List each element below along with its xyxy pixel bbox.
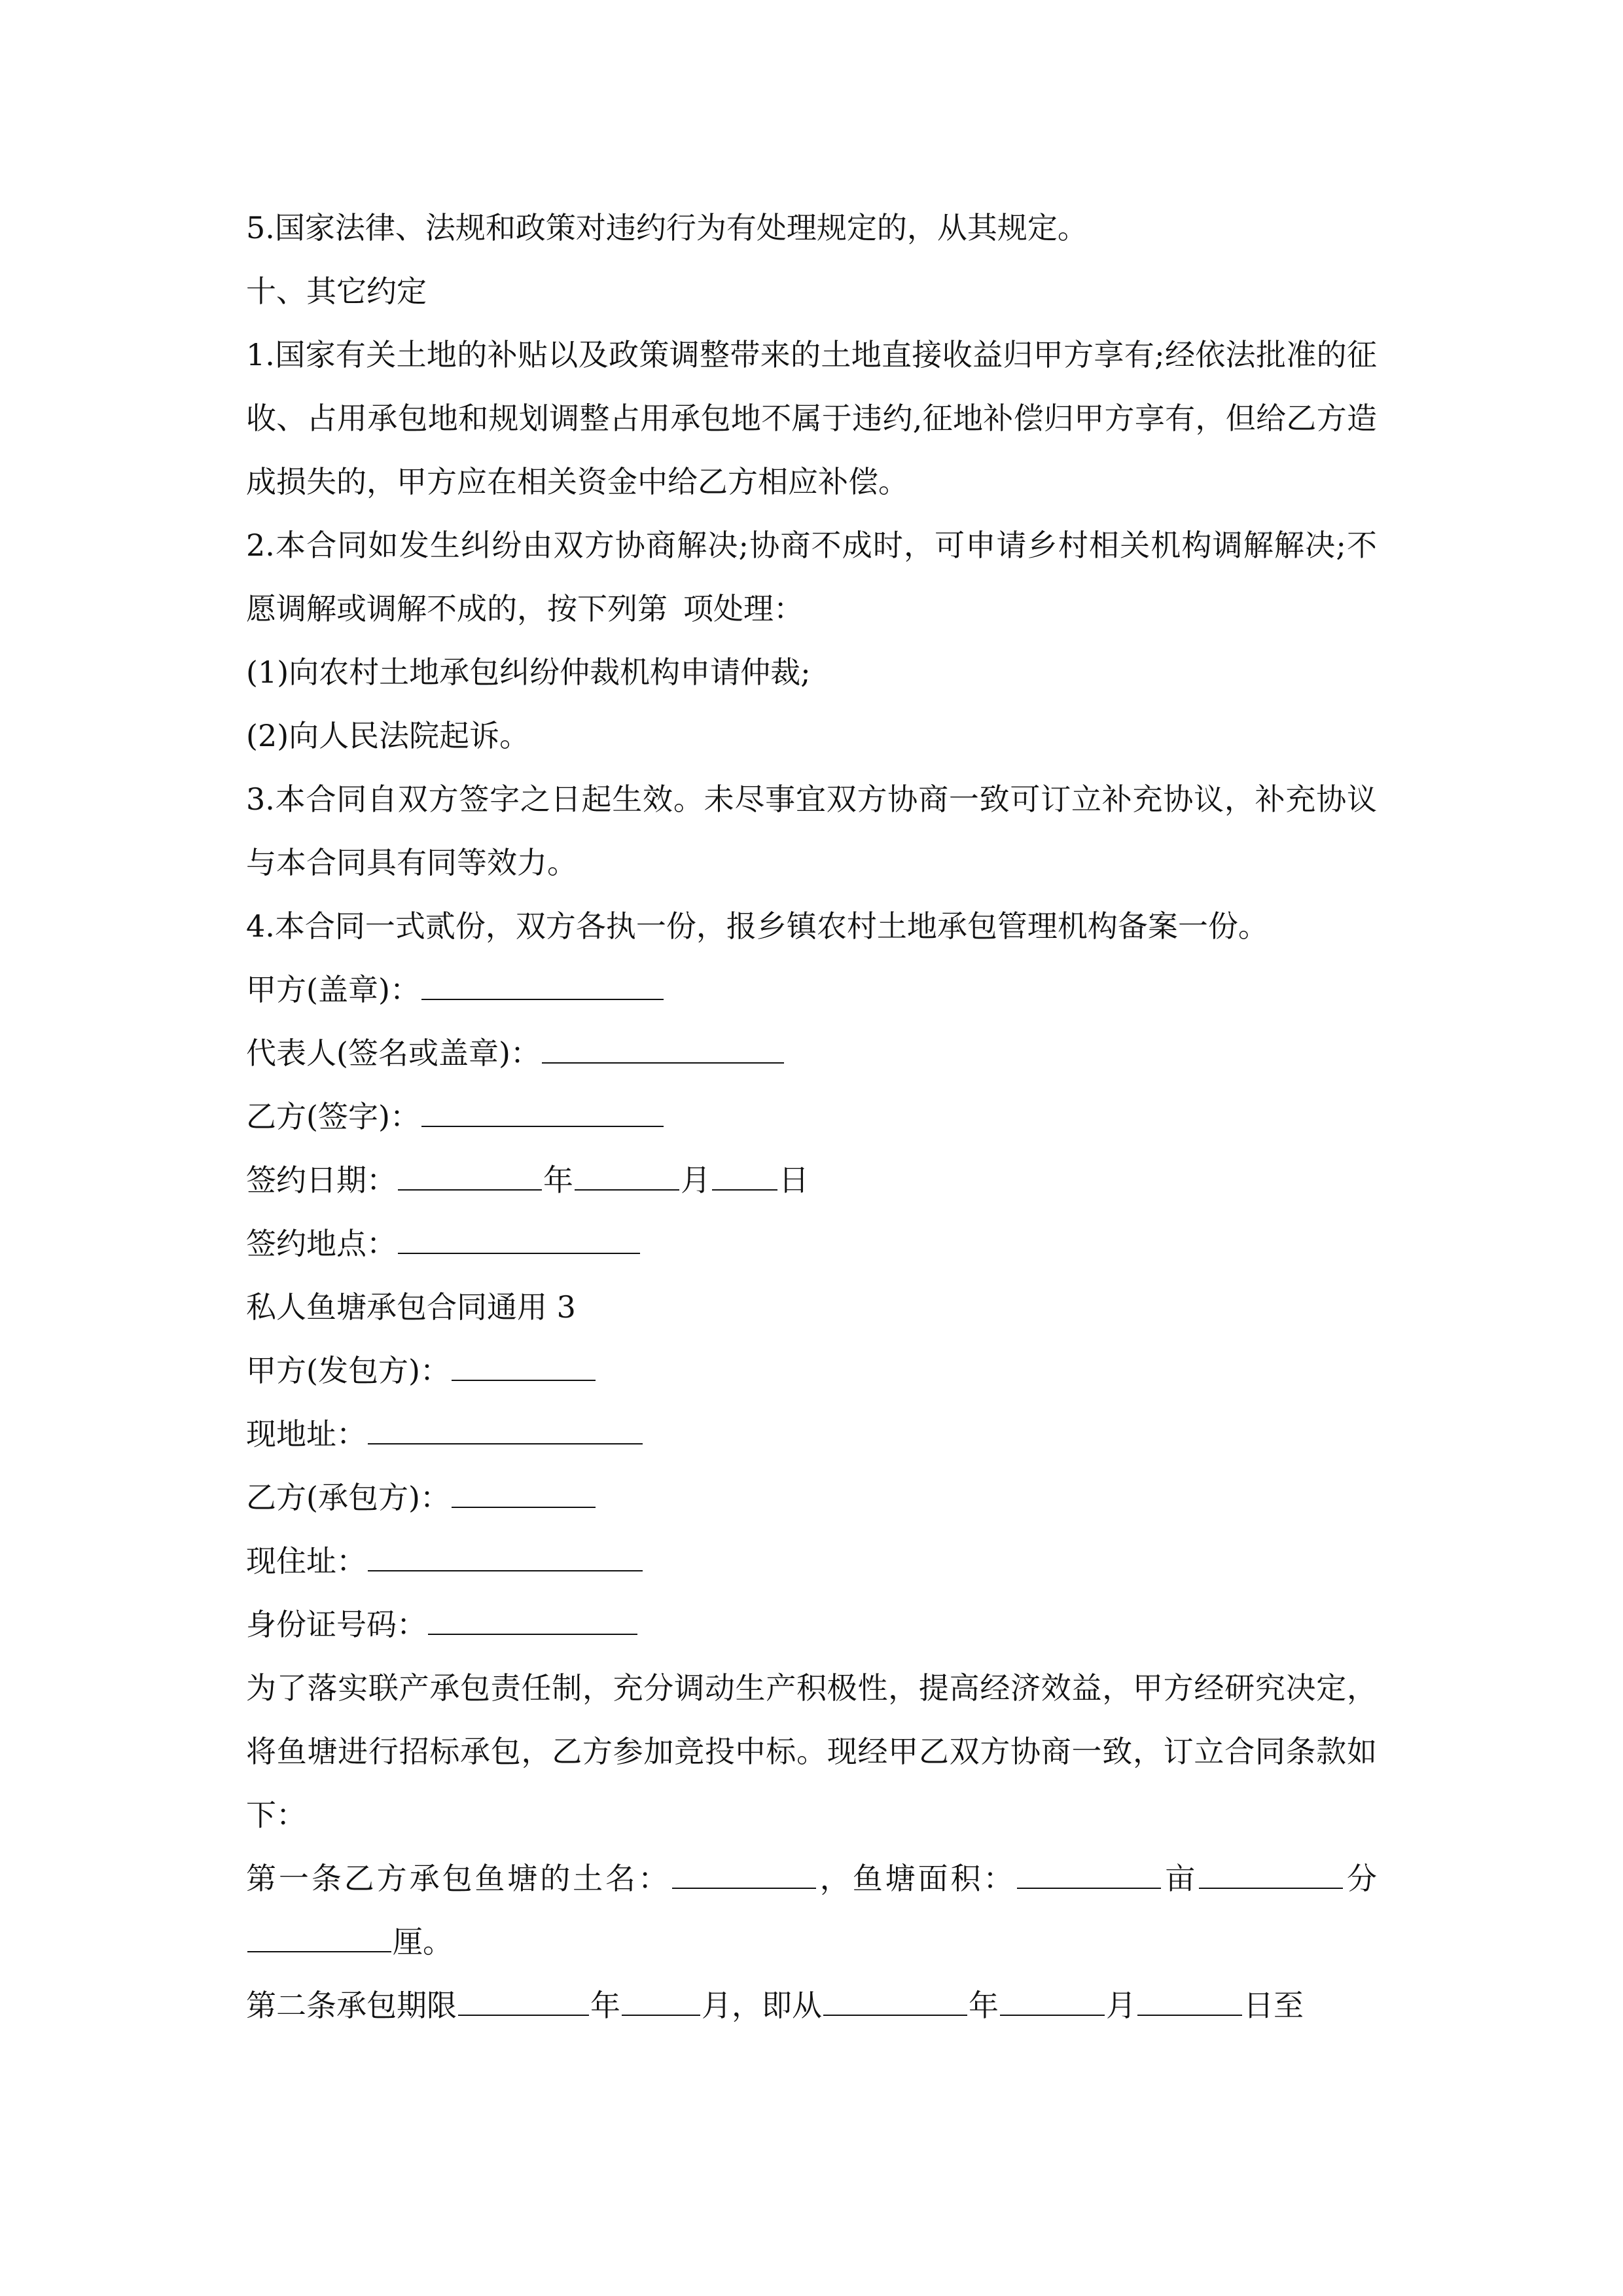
party-b-blank[interactable]	[452, 1480, 596, 1508]
term-month-label: 月，即从	[702, 1988, 822, 2023]
section-10-heading: 十、其它约定	[246, 274, 427, 309]
area-li-blank[interactable]	[247, 1925, 391, 1952]
representative-line	[246, 1022, 1377, 1085]
party-b-line	[246, 1466, 1377, 1530]
representative-label: 代表人(签名或盖章)：	[246, 1035, 541, 1071]
start-day-label: 日至	[1243, 1988, 1304, 2023]
dispute-option-2: (2)向人民法院起诉。	[246, 718, 530, 753]
area-mu-blank[interactable]	[1017, 1861, 1161, 1889]
id-number-blank[interactable]	[428, 1607, 637, 1635]
other-clause-2-tail: 项处理：	[683, 591, 804, 626]
party-b-sign-label: 乙方(签字)：	[246, 1099, 420, 1134]
document-body	[246, 196, 1377, 2037]
party-a-seal-blank[interactable]	[421, 973, 664, 1000]
article-2-label: 第二条承包期限	[246, 1988, 457, 2023]
start-month-blank[interactable]	[1000, 1988, 1105, 2016]
representative-blank[interactable]	[542, 1036, 784, 1064]
address-a-blank[interactable]	[368, 1417, 643, 1444]
sign-date-label: 签约日期：	[246, 1162, 397, 1198]
party-a-line	[246, 1339, 1377, 1403]
party-a-label: 甲方(发包方)：	[246, 1353, 450, 1388]
term-years-blank[interactable]	[458, 1988, 589, 2016]
article-2	[246, 1974, 1377, 2037]
start-year-blank[interactable]	[823, 1988, 967, 2016]
clause-5-line: 5.国家法律、法规和政策对违约行为有处理规定的，从其规定。	[246, 210, 1088, 245]
pond-name-blank[interactable]	[672, 1861, 816, 1889]
address-b-blank[interactable]	[368, 1544, 643, 1571]
sign-date-day-blank[interactable]	[712, 1163, 777, 1191]
sign-place-label: 签约地点：	[246, 1226, 397, 1261]
party-a-seal-line	[246, 958, 1377, 1022]
id-number-label: 身份证号码：	[246, 1607, 427, 1642]
address-a-line	[246, 1403, 1377, 1466]
party-b-label: 乙方(承包方)：	[246, 1480, 450, 1515]
sign-date-year-blank[interactable]	[398, 1163, 542, 1191]
sign-date-year-label: 年	[543, 1162, 573, 1198]
party-b-sign-line	[246, 1085, 1377, 1149]
article-1-area-label: ，鱼塘面积：	[817, 1861, 1016, 1896]
term-year-label: 年	[590, 1988, 620, 2023]
sign-place-line	[246, 1212, 1377, 1276]
area-fen-blank[interactable]	[1199, 1861, 1343, 1889]
address-a-label: 现地址：	[246, 1416, 366, 1452]
other-clause-2	[246, 514, 1377, 641]
area-li-label: 厘。	[393, 1924, 453, 1960]
party-a-seal-label: 甲方(盖章)：	[246, 972, 420, 1007]
address-b-label: 现住址：	[246, 1543, 366, 1579]
other-clause-4: 4.本合同一式贰份，双方各执一份，报乡镇农村土地承包管理机构备案一份。	[246, 908, 1268, 944]
contract-3-title: 私人鱼塘承包合同通用 3	[246, 1289, 576, 1325]
start-month-label: 月	[1106, 1988, 1136, 2023]
other-clause-1: 1.国家有关土地的补贴以及政策调整带来的土地直接收益归甲方享有;经依法批准的征收、占用承包地和规划调整占用承包地不属于违约,征地补偿归甲方享有，但给乙方造成损失的，甲方应在相关资金中给乙方相应补偿。	[246, 337, 1377, 499]
article-1	[246, 1847, 1377, 1974]
other-clause-2-text: 2.本合同如发生纠纷由双方协商解决;协商不成时，可申请乡村相关机构调解解决;不愿调解或调解不成的，按下列第	[246, 528, 1377, 626]
start-day-blank[interactable]	[1137, 1988, 1242, 2016]
term-months-blank[interactable]	[622, 1988, 700, 2016]
area-fen-label: 分	[1344, 1861, 1378, 1896]
sign-date-day-label: 日	[779, 1162, 809, 1198]
sign-date-line	[246, 1149, 1377, 1212]
party-b-sign-blank[interactable]	[421, 1100, 664, 1127]
id-number-line	[246, 1593, 1377, 1657]
dispute-option-1: (1)向农村土地承包纠纷仲裁机构申请仲裁;	[246, 655, 811, 690]
contract-3-intro: 为了落实联产承包责任制，充分调动生产积极性，提高经济效益，甲方经研究决定，将鱼塘进行招标承包，乙方参加竞投中标。现经甲乙双方协商一致，订立合同条款如下：	[246, 1670, 1377, 1833]
address-b-line	[246, 1530, 1377, 1593]
area-mu-label: 亩	[1162, 1861, 1198, 1896]
article-1-label: 第一条乙方承包鱼塘的土名：	[246, 1861, 671, 1896]
sign-place-blank[interactable]	[398, 1227, 640, 1254]
sign-date-month-label: 月	[681, 1162, 711, 1198]
other-clause-3: 3.本合同自双方签字之日起生效。未尽事宜双方协商一致可订立补充协议，补充协议与本合同具有同等效力。	[246, 781, 1377, 880]
start-year-label: 年	[969, 1988, 999, 2023]
sign-date-month-blank[interactable]	[575, 1163, 679, 1191]
party-a-blank[interactable]	[452, 1354, 596, 1381]
